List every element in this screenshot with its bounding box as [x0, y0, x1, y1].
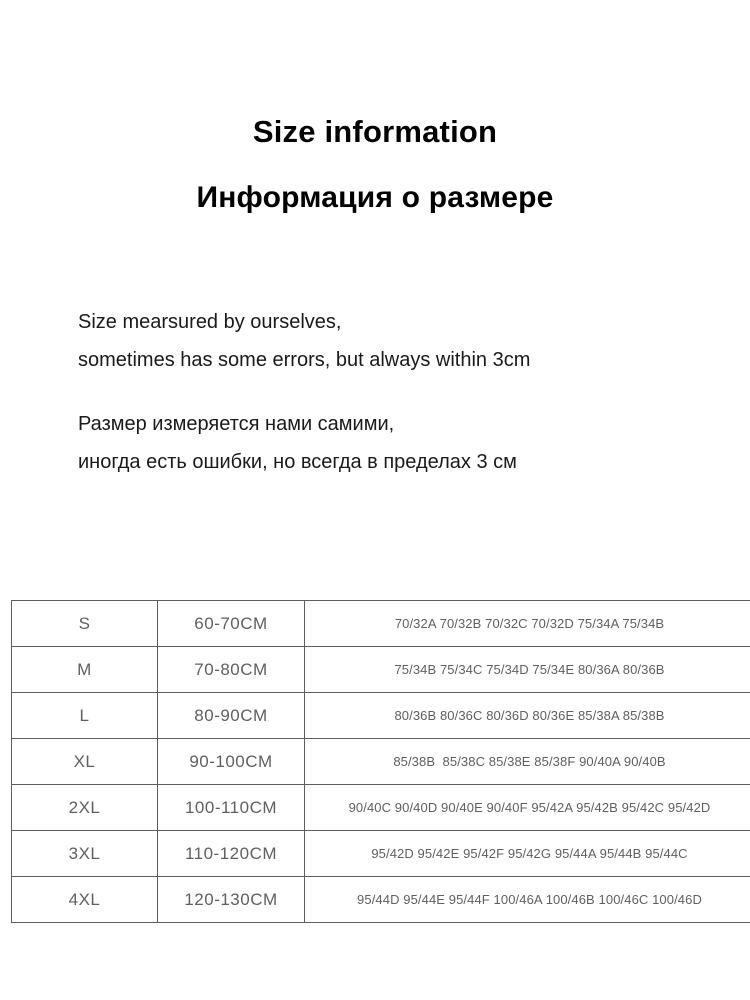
note-russian-line-1: Размер измеряется нами самими,	[78, 413, 395, 435]
table-row	[12, 831, 750, 877]
note-english-line-2: sometimes has some errors, but always within 3cm	[78, 349, 531, 371]
cell-codes: 70/32A 70/32B 70/32C 70/32D 75/34A 75/34B	[305, 601, 750, 647]
cell-range: 60-70CM	[158, 601, 305, 647]
headings-block	[0, 112, 750, 218]
cell-size: 4XL	[12, 877, 158, 923]
cell-range: 80-90CM	[158, 693, 305, 739]
cell-range: 100-110CM	[158, 785, 305, 831]
cell-size: 3XL	[12, 831, 158, 877]
table-row	[12, 739, 750, 785]
cell-codes: 90/40C 90/40D 90/40E 90/40F 95/42A 95/42B 95/42C 95/42D	[305, 785, 750, 831]
cell-size: L	[12, 693, 158, 739]
note-english-line-1: Size mearsured by ourselves,	[78, 311, 342, 333]
cell-size: XL	[12, 739, 158, 785]
page-title-english: Size information	[252, 114, 498, 149]
table-row	[12, 601, 750, 647]
cell-size: M	[12, 647, 158, 693]
note-russian-line-2: иногда есть ошибки, но всегда в пределах 3 см	[78, 451, 517, 473]
size-chart-body	[12, 601, 750, 923]
cell-codes: 80/36B 80/36C 80/36D 80/36E 85/38A 85/38B	[305, 693, 750, 739]
table-row	[12, 647, 750, 693]
cell-range: 110-120CM	[158, 831, 305, 877]
notes-spacer	[78, 379, 698, 405]
page-title-russian: Информация о размере	[196, 181, 554, 214]
cell-size: S	[12, 601, 158, 647]
table-row	[12, 693, 750, 739]
measurement-notes	[78, 303, 698, 481]
table-row	[12, 785, 750, 831]
cell-range: 70-80CM	[158, 647, 305, 693]
cell-codes: 85/38B 85/38C 85/38E 85/38F 90/40A 90/40B	[305, 739, 750, 785]
cell-range: 120-130CM	[158, 877, 305, 923]
table-row	[12, 877, 750, 923]
cell-size: 2XL	[12, 785, 158, 831]
cell-codes: 95/42D 95/42E 95/42F 95/42G 95/44A 95/44B 95/44C	[305, 831, 750, 877]
cell-range: 90-100CM	[158, 739, 305, 785]
cell-codes: 95/44D 95/44E 95/44F 100/46A 100/46B 100/46C 100/46D	[305, 877, 750, 923]
size-chart-table	[11, 600, 750, 923]
cell-codes: 75/34B 75/34C 75/34D 75/34E 80/36A 80/36B	[305, 647, 750, 693]
